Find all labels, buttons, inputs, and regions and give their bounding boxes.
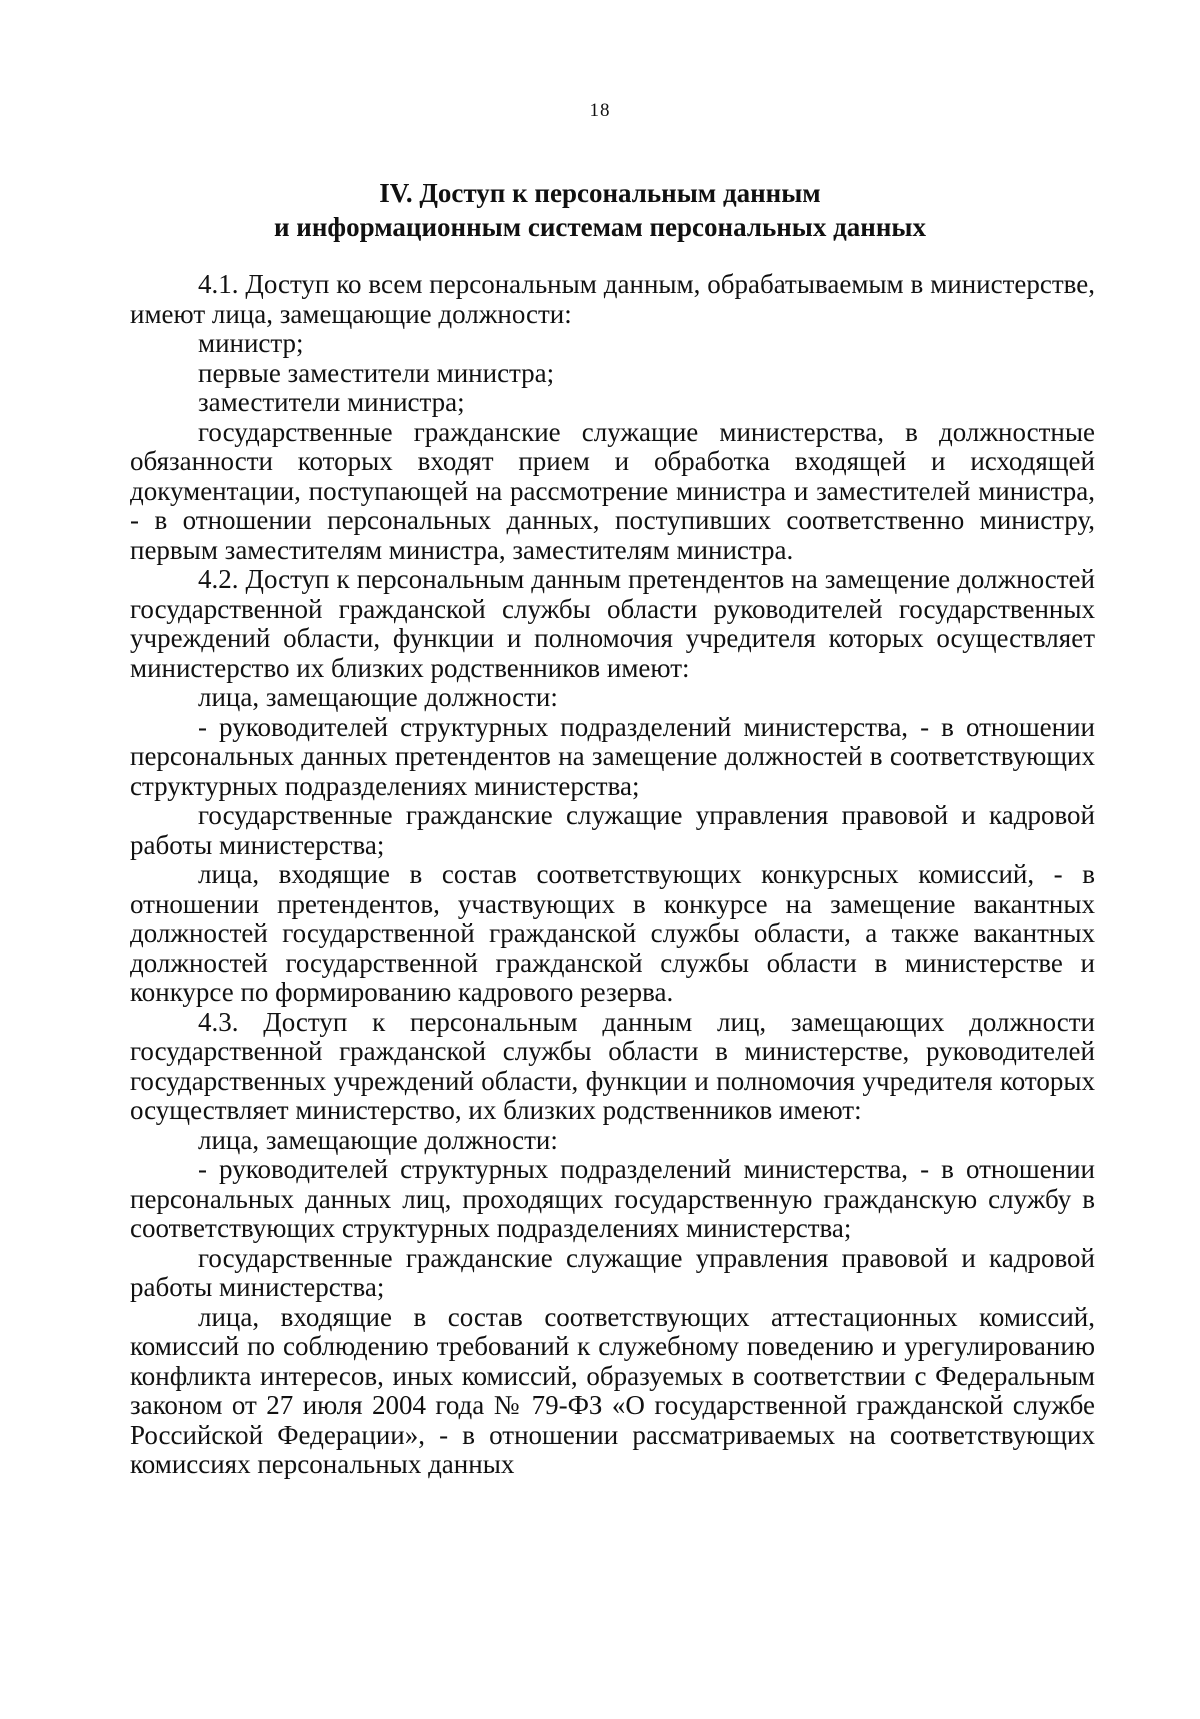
list-item-civil-servants: государственные гражданские служащие министерства, в должностные обязанности которых входят прием и обработка входящей и исходящей документации, поступающей на рассмотрение министра и заместителей министра, - в отношении персональных данных, поступивших соответственно министру, первым заместителям министра, заместителям министра. <box>130 416 1095 565</box>
paragraph-4-2: 4.2. Доступ к персональным данным претендентов на замещение должностей государственной гражданской службы области руководителей государственных учреждений области, функции и полномочия учредителя которых осуществляет министерство их близких родственников имеют: <box>130 564 1095 683</box>
document-body <box>130 270 1095 1480</box>
paragraph-text: лица, замещающие должности: <box>198 1124 558 1155</box>
paragraph-text: - руководителей структурных подразделений министерства, - в отношении персональных данных лиц, проходящих государственную гражданскую службу в соответствующих структурных подразделениях министерства; <box>130 1154 1095 1243</box>
paragraph-text: государственные гражданские служащие управления правовой и кадровой работы министерства; <box>130 800 1095 860</box>
paragraph-text: государственные гражданские служащие управления правовой и кадровой работы министерства; <box>130 1242 1095 1302</box>
list-item-minister: министр; <box>198 328 304 358</box>
list-item-first-deputies: первые заместители министра; <box>198 357 555 388</box>
section-title-line-1: IV. Доступ к персональным данным <box>379 178 821 208</box>
paragraph-text: лица, входящие в состав соответствующих аттестационных комиссий, комиссий по соблюдению требований к служебному поведению и урегулированию конфликта интересов, иных комиссий, образуемых в соответствии с Федеральным законом от 27 июля 2004 года № 79-ФЗ «О государственной гражданской службе Российской Федерации», - в отношении рассматриваемых на соответствующих комиссиях персональных данных <box>130 1301 1095 1479</box>
page-number: 18 <box>589 100 611 121</box>
paragraph-text: лица, входящие в состав соответствующих конкурсных комиссий, - в отношении претендентов, участвующих в конкурсе на замещение вакантных должностей государственной гражданской службы области, а также вакантных должностей государственной гражданской службы области в министерстве и конкурсе по формированию кадрового резерва. <box>130 859 1095 1007</box>
section-title <box>130 176 1070 244</box>
section-title-line-2: и информационным системам персональных данных <box>274 212 926 242</box>
paragraph-4-1: 4.1. Доступ ко всем персональным данным, обрабатываемым в министерстве, имеют лица, замещающие должности: <box>130 269 1095 329</box>
paragraph-text: - руководителей структурных подразделений министерства, - в отношении персональных данных претендентов на замещение должностей в соответствующих структурных подразделениях министерства; <box>130 711 1095 801</box>
paragraph-4-3: 4.3. Доступ к персональным данным лиц, замещающих должности государственной гражданской службы области в министерстве, руководителей государственных учреждений области, функции и полномочия учредителя которых осуществляет министерство, их близких родственников имеют: <box>130 1006 1095 1125</box>
paragraph-text: лица, замещающие должности: <box>198 682 558 712</box>
list-item-deputies: заместители министра; <box>198 387 465 417</box>
